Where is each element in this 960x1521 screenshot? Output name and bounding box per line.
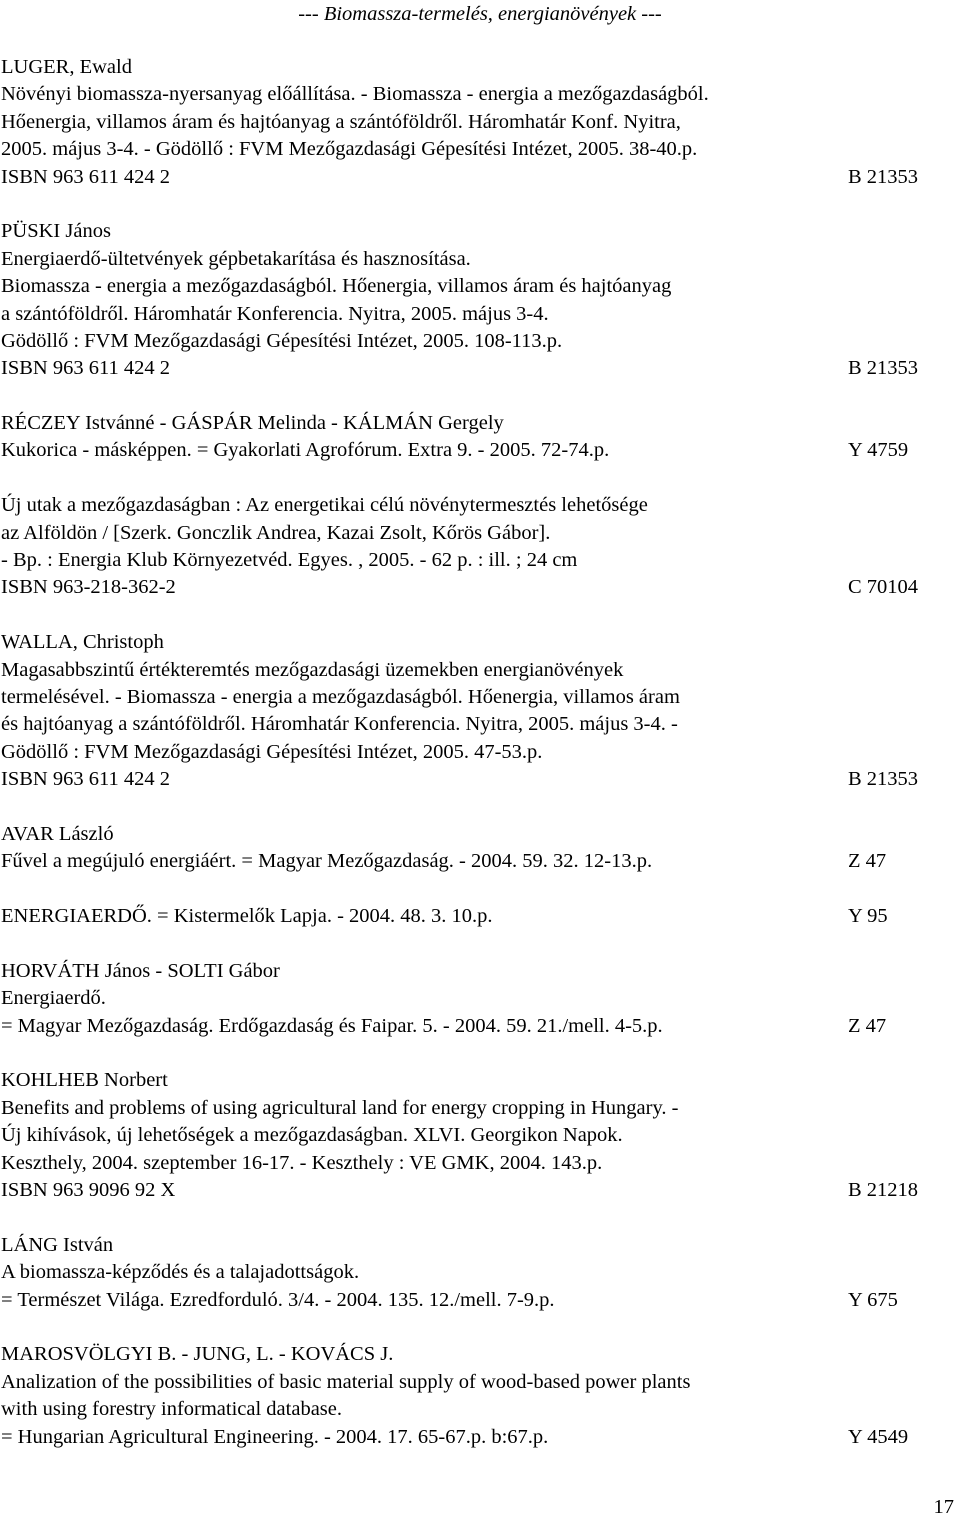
entry-line xyxy=(1,1095,941,1122)
entry-line-text: Keszthely, 2004. szeptember 16-17. - Keszthely : VE GMK, 2004. 143.p. xyxy=(1,1151,603,1174)
entry-line xyxy=(1,629,941,656)
shelf-mark: B 21353 xyxy=(848,768,919,791)
shelf-mark: B 21218 xyxy=(848,1179,919,1202)
entry-line xyxy=(1,109,941,136)
entry-line xyxy=(1,218,941,245)
running-header xyxy=(0,1,960,27)
entry-line xyxy=(1,1396,941,1423)
shelf-mark: Y 4549 xyxy=(848,1425,909,1448)
entry-line-text: Új kihívások, új lehetőségek a mezőgazdaságban. XLVI. Georgikon Napok. xyxy=(1,1124,623,1147)
entry-line-text: = Természet Világa. Ezredforduló. 3/4. - 2004. 135. 12./mell. 7-9.p. xyxy=(1,1288,555,1311)
entry-line xyxy=(1,1259,941,1286)
entry-line-text: és hajtóanyag a szántóföldről. Háromhatár Konferencia. Nyitra, 2005. május 3-4. - xyxy=(1,713,678,736)
entry-line-text: Energiaerdő. xyxy=(1,987,106,1010)
entry-line xyxy=(1,81,941,108)
entry-line xyxy=(1,1424,941,1451)
entry-line-text: Biomassza - energia a mezőgazdaságból. Hőenergia, villamos áram és hajtóanyag xyxy=(1,275,672,298)
entry-line-text: AVAR László xyxy=(1,822,114,845)
bibliography-entry xyxy=(1,821,941,876)
entry-line-text: LUGER, Ewald xyxy=(1,56,132,78)
entry-line-text: Energiaerdő-ültetvények gépbetakarítása és hasznosítása. xyxy=(1,247,471,270)
entry-line-text: = Magyar Mezőgazdaság. Erdőgazdaság és Faipar. 5. - 2004. 59. 21./mell. 4-5.p. xyxy=(1,1014,663,1037)
entry-line xyxy=(1,1122,941,1149)
entry-line xyxy=(1,1287,941,1314)
entry-line-text: with using forestry informatical database. xyxy=(1,1398,342,1421)
page-number: 17 xyxy=(933,1496,954,1518)
bibliography-entry xyxy=(1,410,941,465)
entry-line xyxy=(1,985,941,1012)
entry-line-text: Magasabbszintű értékteremtés mezőgazdasági üzemekben energianövények xyxy=(1,658,624,681)
shelf-mark: C 70104 xyxy=(848,576,919,599)
entry-line-text: ISBN 963-218-362-2 xyxy=(1,576,176,599)
entry-line xyxy=(1,766,941,793)
entry-line-text: ISBN 963 9096 92 X xyxy=(1,1179,176,1202)
entry-line-text: Kukorica - másképpen. = Gyakorlati Agrofórum. Extra 9. - 2005. 72-74.p. xyxy=(1,439,610,462)
entry-line-text: az Alföldön / [Szerk. Gonczlik Andrea, Kazai Zsolt, Kőrös Gábor]. xyxy=(1,521,551,544)
entry-line-text: Gödöllő : FVM Mezőgazdasági Gépesítési Intézet, 2005. 108-113.p. xyxy=(1,329,563,352)
entry-line-text: ENERGIAERDŐ. = Kistermelők Lapja. - 2004. 48. 3. 10.p. xyxy=(1,905,493,928)
bibliography-entry xyxy=(1,1341,941,1451)
bibliography-entry xyxy=(1,629,941,793)
entry-line-text: KOHLHEB Norbert xyxy=(1,1069,168,1092)
shelf-mark: Y 675 xyxy=(848,1288,898,1311)
bibliography-entry xyxy=(1,54,941,191)
entry-line xyxy=(1,1369,941,1396)
entry-line xyxy=(1,848,941,875)
bibliography-entry xyxy=(1,958,941,1040)
entry-line xyxy=(1,136,941,163)
entry-line xyxy=(1,520,941,547)
entry-line xyxy=(1,1232,941,1259)
shelf-mark: Y 95 xyxy=(848,905,888,928)
entry-line-text: a szántóföldről. Háromhatár Konferencia. Nyitra, 2005. május 3-4. xyxy=(1,302,549,325)
entry-line-text: MAROSVÖLGYI B. - JUNG, L. - KOVÁCS J. xyxy=(1,1343,394,1366)
entry-line-text: - Bp. : Energia Klub Környezetvéd. Egyes. , 2005. - 62 p. : ill. ; 24 cm xyxy=(1,549,578,572)
shelf-mark: Z 47 xyxy=(848,850,887,873)
entry-line-text: Fűvel a megújuló energiáért. = Magyar Mezőgazdaság. - 2004. 59. 32. 12-13.p. xyxy=(1,850,653,873)
entry-line xyxy=(1,821,941,848)
entry-line-text: Hőenergia, villamos áram és hajtóanyag a szántóföldről. Háromhatár Konf. Nyitra, xyxy=(1,110,681,133)
entry-line-text: ISBN 963 611 424 2 xyxy=(1,768,170,791)
entry-line-text: Növényi biomassza-nyersanyag előállítása. - Biomassza - energia a mezőgazdaságból. xyxy=(1,83,709,106)
entry-line xyxy=(1,273,941,300)
entry-line xyxy=(1,958,941,985)
bibliography-entry xyxy=(1,1232,941,1314)
entry-line xyxy=(1,657,941,684)
entry-line xyxy=(1,164,941,191)
entry-line xyxy=(1,1067,941,1094)
entry-line-text: RÉCZEY Istvánné - GÁSPÁR Melinda - KÁLMÁN Gergely xyxy=(1,412,504,435)
bibliography-list xyxy=(1,54,941,1478)
entry-line xyxy=(1,328,941,355)
entry-line-text: LÁNG István xyxy=(1,1233,114,1256)
entry-line-text: ISBN 963 611 424 2 xyxy=(1,357,170,380)
bibliography-entry xyxy=(1,218,941,382)
shelf-mark: Z 47 xyxy=(848,1014,887,1037)
entry-line xyxy=(1,437,941,464)
entry-line-text: ISBN 963 611 424 2 xyxy=(1,165,170,188)
bibliography-entry xyxy=(1,903,941,930)
entry-line xyxy=(1,410,941,437)
entry-line xyxy=(1,739,941,766)
entry-line xyxy=(1,711,941,738)
entry-line-text: 2005. május 3-4. - Gödöllő : FVM Mezőgazdasági Gépesítési Intézet, 2005. 38-40.p. xyxy=(1,138,698,161)
entry-line xyxy=(1,903,941,930)
entry-line-text: PÜSKI János xyxy=(1,220,111,243)
bibliography-entry xyxy=(1,1067,941,1204)
entry-line xyxy=(1,246,941,273)
entry-line xyxy=(1,1150,941,1177)
entry-line xyxy=(1,492,941,519)
entry-line-text: Analization of the possibilities of basic material supply of wood-based power plants xyxy=(1,1370,691,1393)
entry-line-text: termelésével. - Biomassza - energia a mezőgazdaságból. Hőenergia, villamos áram xyxy=(1,685,680,708)
entry-line xyxy=(1,54,941,81)
entry-line xyxy=(1,1013,941,1040)
shelf-mark: B 21353 xyxy=(848,357,919,380)
entry-line-text: Új utak a mezőgazdaságban : Az energetikai célú növénytermesztés lehetősége xyxy=(1,494,648,517)
entry-line-text: Gödöllő : FVM Mezőgazdasági Gépesítési Intézet, 2005. 47-53.p. xyxy=(1,740,543,763)
entry-line xyxy=(1,301,941,328)
entry-line xyxy=(1,355,941,382)
shelf-mark: B 21353 xyxy=(848,165,919,188)
entry-line-text: Benefits and problems of using agricultural land for energy cropping in Hungary. - xyxy=(1,1096,679,1119)
entry-line xyxy=(1,574,941,601)
entry-line-text: A biomassza-képződés és a talajadottságok. xyxy=(1,1261,360,1284)
entry-line-text: HORVÁTH János - SOLTI Gábor xyxy=(1,959,280,982)
shelf-mark: Y 4759 xyxy=(848,439,909,462)
entry-line xyxy=(1,547,941,574)
entry-line xyxy=(1,684,941,711)
entry-line xyxy=(1,1177,941,1204)
entry-line-text: = Hungarian Agricultural Engineering. - 2004. 17. 65-67.p. b:67.p. xyxy=(1,1425,549,1448)
bibliography-entry xyxy=(1,492,941,602)
entry-line xyxy=(1,1341,941,1368)
entry-line-text: WALLA, Christoph xyxy=(1,631,164,654)
running-header-text: --- Biomassza-termelés, energianövények --- xyxy=(298,3,662,25)
